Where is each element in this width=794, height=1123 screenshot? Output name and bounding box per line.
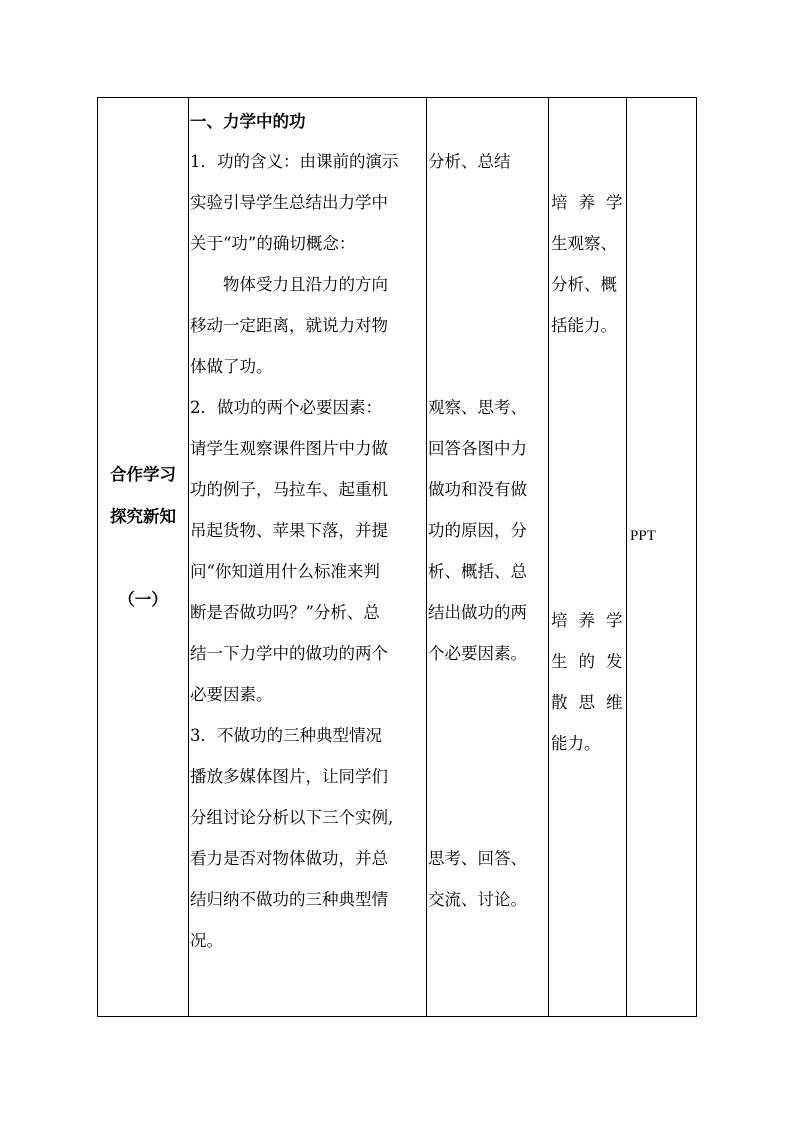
activity-line: 分析、总结 — [428, 152, 511, 171]
activity-line: 功的原因，分 — [428, 521, 527, 540]
activity-line: 结出做功的两 — [428, 603, 527, 622]
column-divider — [188, 98, 189, 1016]
activity-line: 个必要因素。 — [428, 644, 527, 663]
content-line: 看力是否对物体做功，并总 — [190, 849, 388, 868]
content-line: 实验引导学生总结出力学中 — [190, 193, 388, 212]
column-divider — [626, 98, 627, 1016]
activity-line: 思考、回答、 — [428, 849, 527, 868]
content-line: 物体受力且沿力的方向 — [190, 275, 388, 294]
content-line: 关于“功”的确切概念： — [190, 234, 356, 253]
content-line: 3．不做功的三种典型情况 — [190, 726, 382, 745]
activity-line: 交流、讨论。 — [428, 890, 527, 909]
activity-line: 析、概括、总 — [428, 562, 527, 581]
intent-line: 分析、概 — [551, 275, 617, 294]
content-line: 移动一定距离，就说力对物 — [190, 316, 388, 335]
content-line: 必要因素。 — [190, 685, 273, 704]
stage-label-line1: 合作学习 — [110, 465, 176, 484]
content-line: 吊起货物、苹果下落，并提 — [190, 521, 388, 540]
column-divider — [426, 98, 427, 1016]
content-line: 请学生观察课件图片中力做 — [190, 439, 388, 458]
intent-spaced-text: 培养学 — [551, 193, 634, 212]
student-activity-1 — [428, 141, 511, 182]
column-divider — [548, 98, 549, 1016]
content-line: 结归纳不做功的三种典型情 — [190, 890, 388, 909]
design-intent-1 — [551, 182, 634, 346]
content-line: 问“你知道用什么标准来判 — [190, 562, 380, 581]
content-line: 功的例子，马拉车、起重机 — [190, 480, 388, 499]
content-line: 分组讨论分析以下三个实例, — [190, 808, 394, 827]
student-activity-3 — [428, 838, 527, 920]
activity-line: 做功和没有做 — [428, 480, 527, 499]
content-line: 结一下力学中的做功的两个 — [190, 644, 388, 663]
content-line: 2．做功的两个必要因素： — [190, 398, 382, 417]
content-text — [190, 141, 426, 961]
stage-label-line3: （一） — [118, 590, 168, 609]
intent-line — [551, 182, 634, 223]
resource-label: PPT — [630, 528, 656, 544]
intent-line: 括能力。 — [551, 316, 617, 335]
intent-line: 培养学 — [551, 611, 634, 630]
content-line: 况。 — [190, 931, 223, 950]
activity-line: 回答各图中力 — [428, 439, 527, 458]
content-line: 1．功的含义：由课前的演示 — [190, 152, 399, 171]
intent-line: 生观察、 — [551, 234, 617, 253]
section-heading: 一、力学中的功 — [190, 112, 306, 131]
design-intent-2 — [551, 600, 634, 764]
student-activity-2 — [428, 387, 527, 674]
lesson-plan-table — [97, 97, 697, 1017]
intent-line: 生的发 — [551, 652, 634, 671]
stage-label-line2: 探究新知 — [110, 507, 176, 526]
intent-line: 能力。 — [551, 734, 601, 753]
activity-line: 观察、思考、 — [428, 398, 527, 417]
content-line: 断是否做功吗？”分析、总 — [190, 603, 380, 622]
intent-line: 散思维 — [551, 693, 634, 712]
content-line: 体做了功。 — [190, 357, 273, 376]
content-line: 播放多媒体图片，让同学们 — [190, 767, 388, 786]
